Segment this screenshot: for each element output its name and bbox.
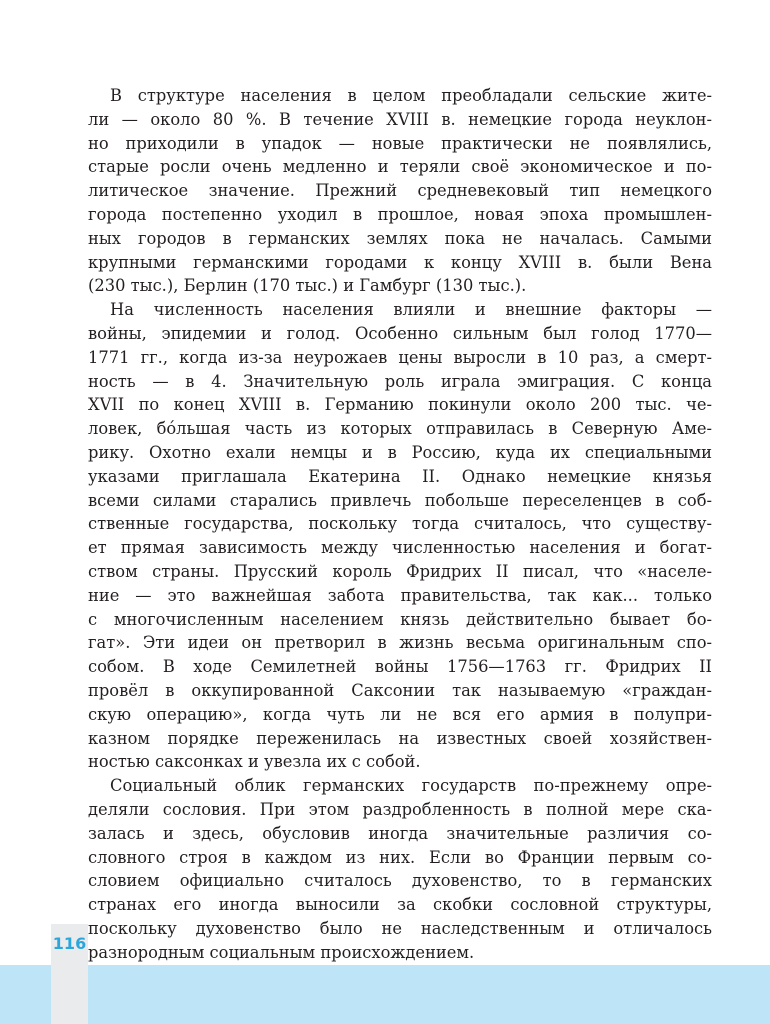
text-line: (230 тыс.), Берлин (170 тыс.) и Гамбург (130 тыс.). — [88, 276, 527, 296]
text-line: странах его иногда выносили за скобки сословной структуры, — [88, 895, 712, 915]
text-line: старые росли очень медленно и теряли своё экономическое и по- — [88, 157, 712, 177]
text-line: поскольку духовенство было не наследственным и отличалось — [88, 918, 712, 938]
text-line: рику. Охотно ехали немцы и в Россию, куда их специальными — [88, 442, 712, 462]
text-line: Социальный облик германских государств по-прежнему опре- — [110, 776, 712, 796]
text-line: словного строя в каждом из них. Если во Франции первым со- — [88, 847, 712, 867]
text-line: ством страны. Прусский король Фридрих II писал, что «населе- — [88, 561, 712, 581]
text-line: войны, эпидемии и голод. Особенно сильным был голод 1770— — [88, 323, 712, 343]
text-line: города постепенно уходил в прошлое, новая эпоха промышлен- — [88, 204, 712, 224]
text-line: ли — около 80 %. В течение XVIII в. немецкие города неуклон- — [88, 109, 712, 129]
text-line: указами приглашала Екатерина II. Однако немецкие князья — [88, 466, 712, 486]
text-line: гат». Эти идеи он претворил в жизнь весьма оригинальным спо- — [88, 633, 712, 653]
paragraph-3 — [88, 774, 712, 964]
page-number-tab — [51, 924, 88, 1024]
text-line: ет прямая зависимость между численностью населения и богат- — [88, 538, 712, 558]
text-line: ственные государства, поскольку тогда считалось, что существу- — [88, 514, 712, 534]
text-line: собом. В ходе Семилетней войны 1756—1763 гг. Фридрих II — [88, 657, 712, 677]
text-line: крупными германскими городами к концу XVIII в. были Вена — [88, 252, 712, 272]
paragraph-1 — [88, 84, 712, 298]
text-line: словием официально считалось духовенство, то в германских — [88, 871, 712, 891]
footer-band — [0, 965, 770, 1024]
paragraph-2 — [88, 298, 712, 774]
text-line: разнородным социальным происхождением. — [88, 942, 475, 962]
text-line: казном порядке переженилась на известных своей хозяйствен- — [88, 728, 712, 748]
text-line: ных городов в германских землях пока не началась. Самыми — [88, 228, 712, 248]
text-line: но приходили в упадок — новые практически не появлялись, — [88, 133, 712, 153]
text-line: залась и здесь, обусловив иногда значительные различия со- — [88, 823, 712, 843]
text-line: ловек, бóльшая часть из которых отправилась в Северную Аме- — [88, 419, 712, 439]
text-line: На численность населения влияли и внешние факторы — — [110, 300, 712, 320]
text-line: ние — это важнейшая забота правительства, так как... только — [88, 585, 712, 605]
text-line: деляли сословия. При этом раздробленность в полной мере ска- — [88, 799, 712, 819]
text-line: провёл в оккупированной Саксонии так называемую «граждан- — [88, 680, 712, 700]
text-line: скую операцию», когда чуть ли не вся его армия в полупри- — [88, 704, 712, 724]
text-line: ность — в 4. Значительную роль играла эмиграция. С конца — [88, 371, 712, 391]
page-number: 116 — [52, 934, 87, 953]
text-line: В структуре населения в целом преобладали сельские жите- — [110, 86, 712, 105]
text-line: XVII по конец XVIII в. Германию покинули около 200 тыс. че- — [88, 395, 712, 415]
page-body — [88, 84, 712, 964]
text-line: 1771 гг., когда из-за неурожаев цены выросли в 10 раз, а смерт- — [88, 347, 712, 367]
text-line: с многочисленным населением князь действительно бывает бо- — [88, 609, 712, 629]
text-line: литическое значение. Прежний средневековый тип немецкого — [88, 181, 712, 201]
text-line: ностью саксонках и увезла их с собой. — [88, 752, 421, 772]
text-line: всеми силами старались привлечь побольше переселенцев в соб- — [88, 490, 712, 510]
